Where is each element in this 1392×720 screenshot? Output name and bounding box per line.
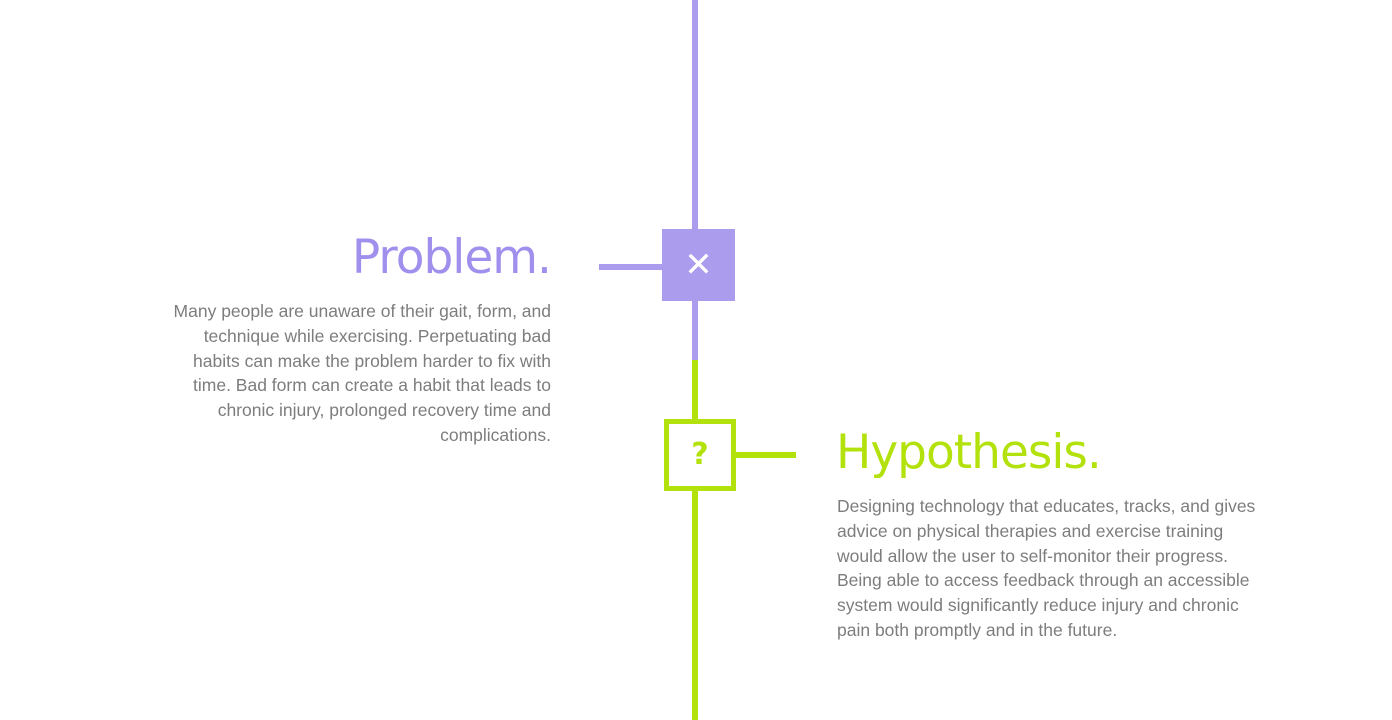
hypothesis-heading: Hypothesis. [836, 425, 1101, 480]
timeline-line-problem [692, 0, 698, 360]
hypothesis-marker [664, 419, 736, 491]
timeline-line-hypothesis [692, 360, 698, 720]
close-icon: ✕ [684, 245, 713, 285]
problem-marker [662, 229, 735, 301]
hypothesis-connector [734, 452, 796, 458]
problem-connector [599, 264, 663, 270]
hypothesis-description: Designing technology that educates, tracks, and gives advice on physical therapies and exercise training would allow the user to self-monitor their progress. Being able to access feedback through an accessible system would significantly reduce injury and chronic pain both promptly and in the future. [837, 496, 1256, 640]
problem-heading: Problem. [351, 230, 551, 285]
problem-description: Many people are unaware of their gait, form, and technique while exercising. Perpetuating bad habits can make the problem harder to fix with time. Bad form can create a habit that leads to chronic injury, prolonged recovery time and complications. [173, 301, 551, 445]
question-icon: ? [691, 437, 709, 472]
